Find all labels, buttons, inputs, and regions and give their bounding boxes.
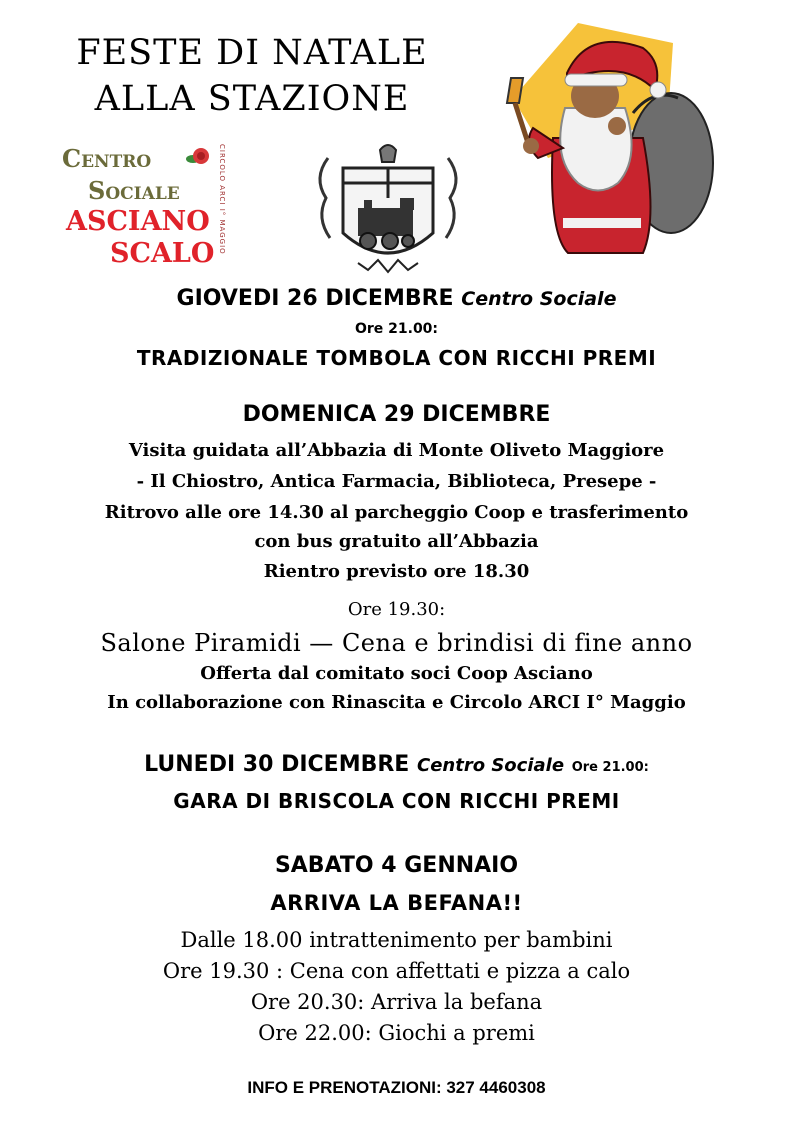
- event-sabato-headline: ARRIVA LA BEFANA!!: [270, 891, 523, 915]
- event-sabato-line: Ore 19.30 : Cena con affettati e pizza a calo: [162, 959, 631, 983]
- event-giovedi-heading: [0, 284, 793, 314]
- event-giovedi-date: GIOVEDI 26 DICEMBRE: [176, 286, 454, 311]
- event-domenica-offerta: Offerta dal comitato soci Coop Asciano: [200, 663, 593, 684]
- event-domenica-date: DOMENICA 29 DICEMBRE: [242, 402, 551, 427]
- event-lunedi-desc: GARA DI BRISCOLA CON RICCHI PREMI: [173, 789, 620, 813]
- event-lunedi-heading: [0, 750, 793, 783]
- poster-title-line1: FESTE DI NATALE: [76, 33, 428, 73]
- event-domenica-line: - Il Chiostro, Antica Farmacia, Biblioteca, Presepe -: [136, 471, 657, 492]
- event-domenica-line: Ritrovo alle ore 14.30 al parcheggio Coop e trasferimento: [104, 502, 689, 523]
- event-giovedi-venue: Centro Sociale: [461, 288, 617, 310]
- footer-info: INFO E PRENOTAZIONI: 327 4460308: [247, 1078, 546, 1097]
- event-domenica-cena: Salone Piramidi — Cena e brindisi di fine anno: [100, 629, 693, 657]
- logo-word-asciano: ASCIANO: [66, 206, 210, 237]
- event-giovedi-time: Ore 21.00:: [354, 321, 439, 337]
- poster-title-line2: ALLA STAZIONE: [94, 79, 410, 119]
- santa-claus-icon: [493, 18, 715, 258]
- event-domenica-line: Visita guidata all’Abbazia di Monte Oliveto Maggiore: [128, 440, 665, 461]
- logo-word-centro: Centro: [62, 144, 152, 173]
- event-domenica-line: Rientro previsto ore 18.30: [263, 561, 530, 582]
- event-domenica-time2: Ore 19.30:: [347, 599, 446, 620]
- rose-icon: [184, 146, 212, 168]
- centro-sociale-logo: [40, 132, 230, 272]
- logo-word-scalo: SCALO: [110, 238, 215, 269]
- event-lunedi-time: Ore 21.00:: [571, 760, 649, 775]
- event-lunedi-venue: Centro Sociale: [417, 755, 565, 776]
- event-sabato-date: SABATO 4 GENNAIO: [274, 853, 519, 878]
- logo-vertical-text: CIRCOLO ARCI I° MAGGIO: [218, 144, 226, 255]
- event-lunedi-date: LUNEDI 30 DICEMBRE: [144, 752, 410, 777]
- train-crest-icon: [308, 138, 468, 280]
- event-domenica-line: con bus gratuito all’Abbazia: [254, 531, 539, 552]
- event-domenica-collab: In collaborazione con Rinascita e Circolo ARCI I° Maggio: [107, 692, 686, 713]
- event-sabato-line: Ore 22.00: Giochi a premi: [258, 1021, 535, 1045]
- event-sabato-line: Dalle 18.00 intrattenimento per bambini: [180, 928, 613, 952]
- event-sabato-line: Ore 20.30: Arriva la befana: [250, 990, 543, 1014]
- logo-word-sociale: Sociale: [88, 176, 180, 205]
- event-giovedi-desc: TRADIZIONALE TOMBOLA CON RICCHI PREMI: [136, 346, 657, 370]
